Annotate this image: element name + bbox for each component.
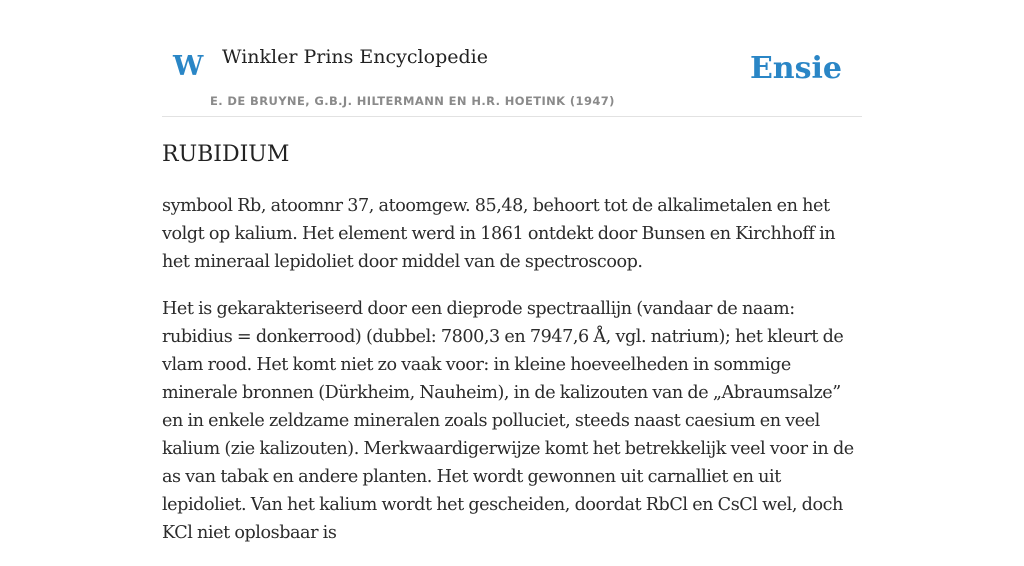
winkler-prins-logo[interactable]: W: [173, 51, 204, 82]
site-title[interactable]: Winkler Prins Encyclopedie: [222, 46, 488, 68]
site-header: [162, 0, 862, 117]
article-paragraph-1: symbool Rb, atoomnr 37, atoomgew. 85,48, behoort tot de alkalimetalen en het volgt op kalium. Het element werd in 1861 ontdekt door Bunsen en Kirchhoff in het mineraal lepidoliet door middel van de spectroscoop.: [162, 196, 836, 272]
article-paragraph-2: Het is gekarakteriseerd door een dieprode spectraallijn (vandaar de naam: rubidius = donkerrood) (dubbel: 7800,3 en 7947,6 Å, vgl. natrium); het kleurt de vlam rood. Het komt niet zo vaak voor: in kleine hoeveelheden in sommige minerale bronnen (Dürkheim, Nauheim), in de kalizouten van de „Abraumsalze” en in enkele zeldzame mineralen zoals polluciet, steeds naast caesium en veel kalium (zie kalizouten). Merkwaardigerwijze komt het betrekkelijk veel voor in de as van tabak en andere planten. Het wordt gewonnen uit carnalliet en uit lepidoliet. Van het kalium wordt het gescheiden, doordat RbCl en CsCl wel, doch KCl niet oplosbaar is: [162, 299, 854, 543]
authors-subtitle: E. DE BRUYNE, G.B.J. HILTERMANN EN H.R. HOETINK (1947): [210, 94, 615, 108]
article-title: RUBIDIUM: [162, 142, 290, 167]
article: [162, 140, 862, 566]
ensie-logo[interactable]: Ensie: [749, 51, 842, 86]
